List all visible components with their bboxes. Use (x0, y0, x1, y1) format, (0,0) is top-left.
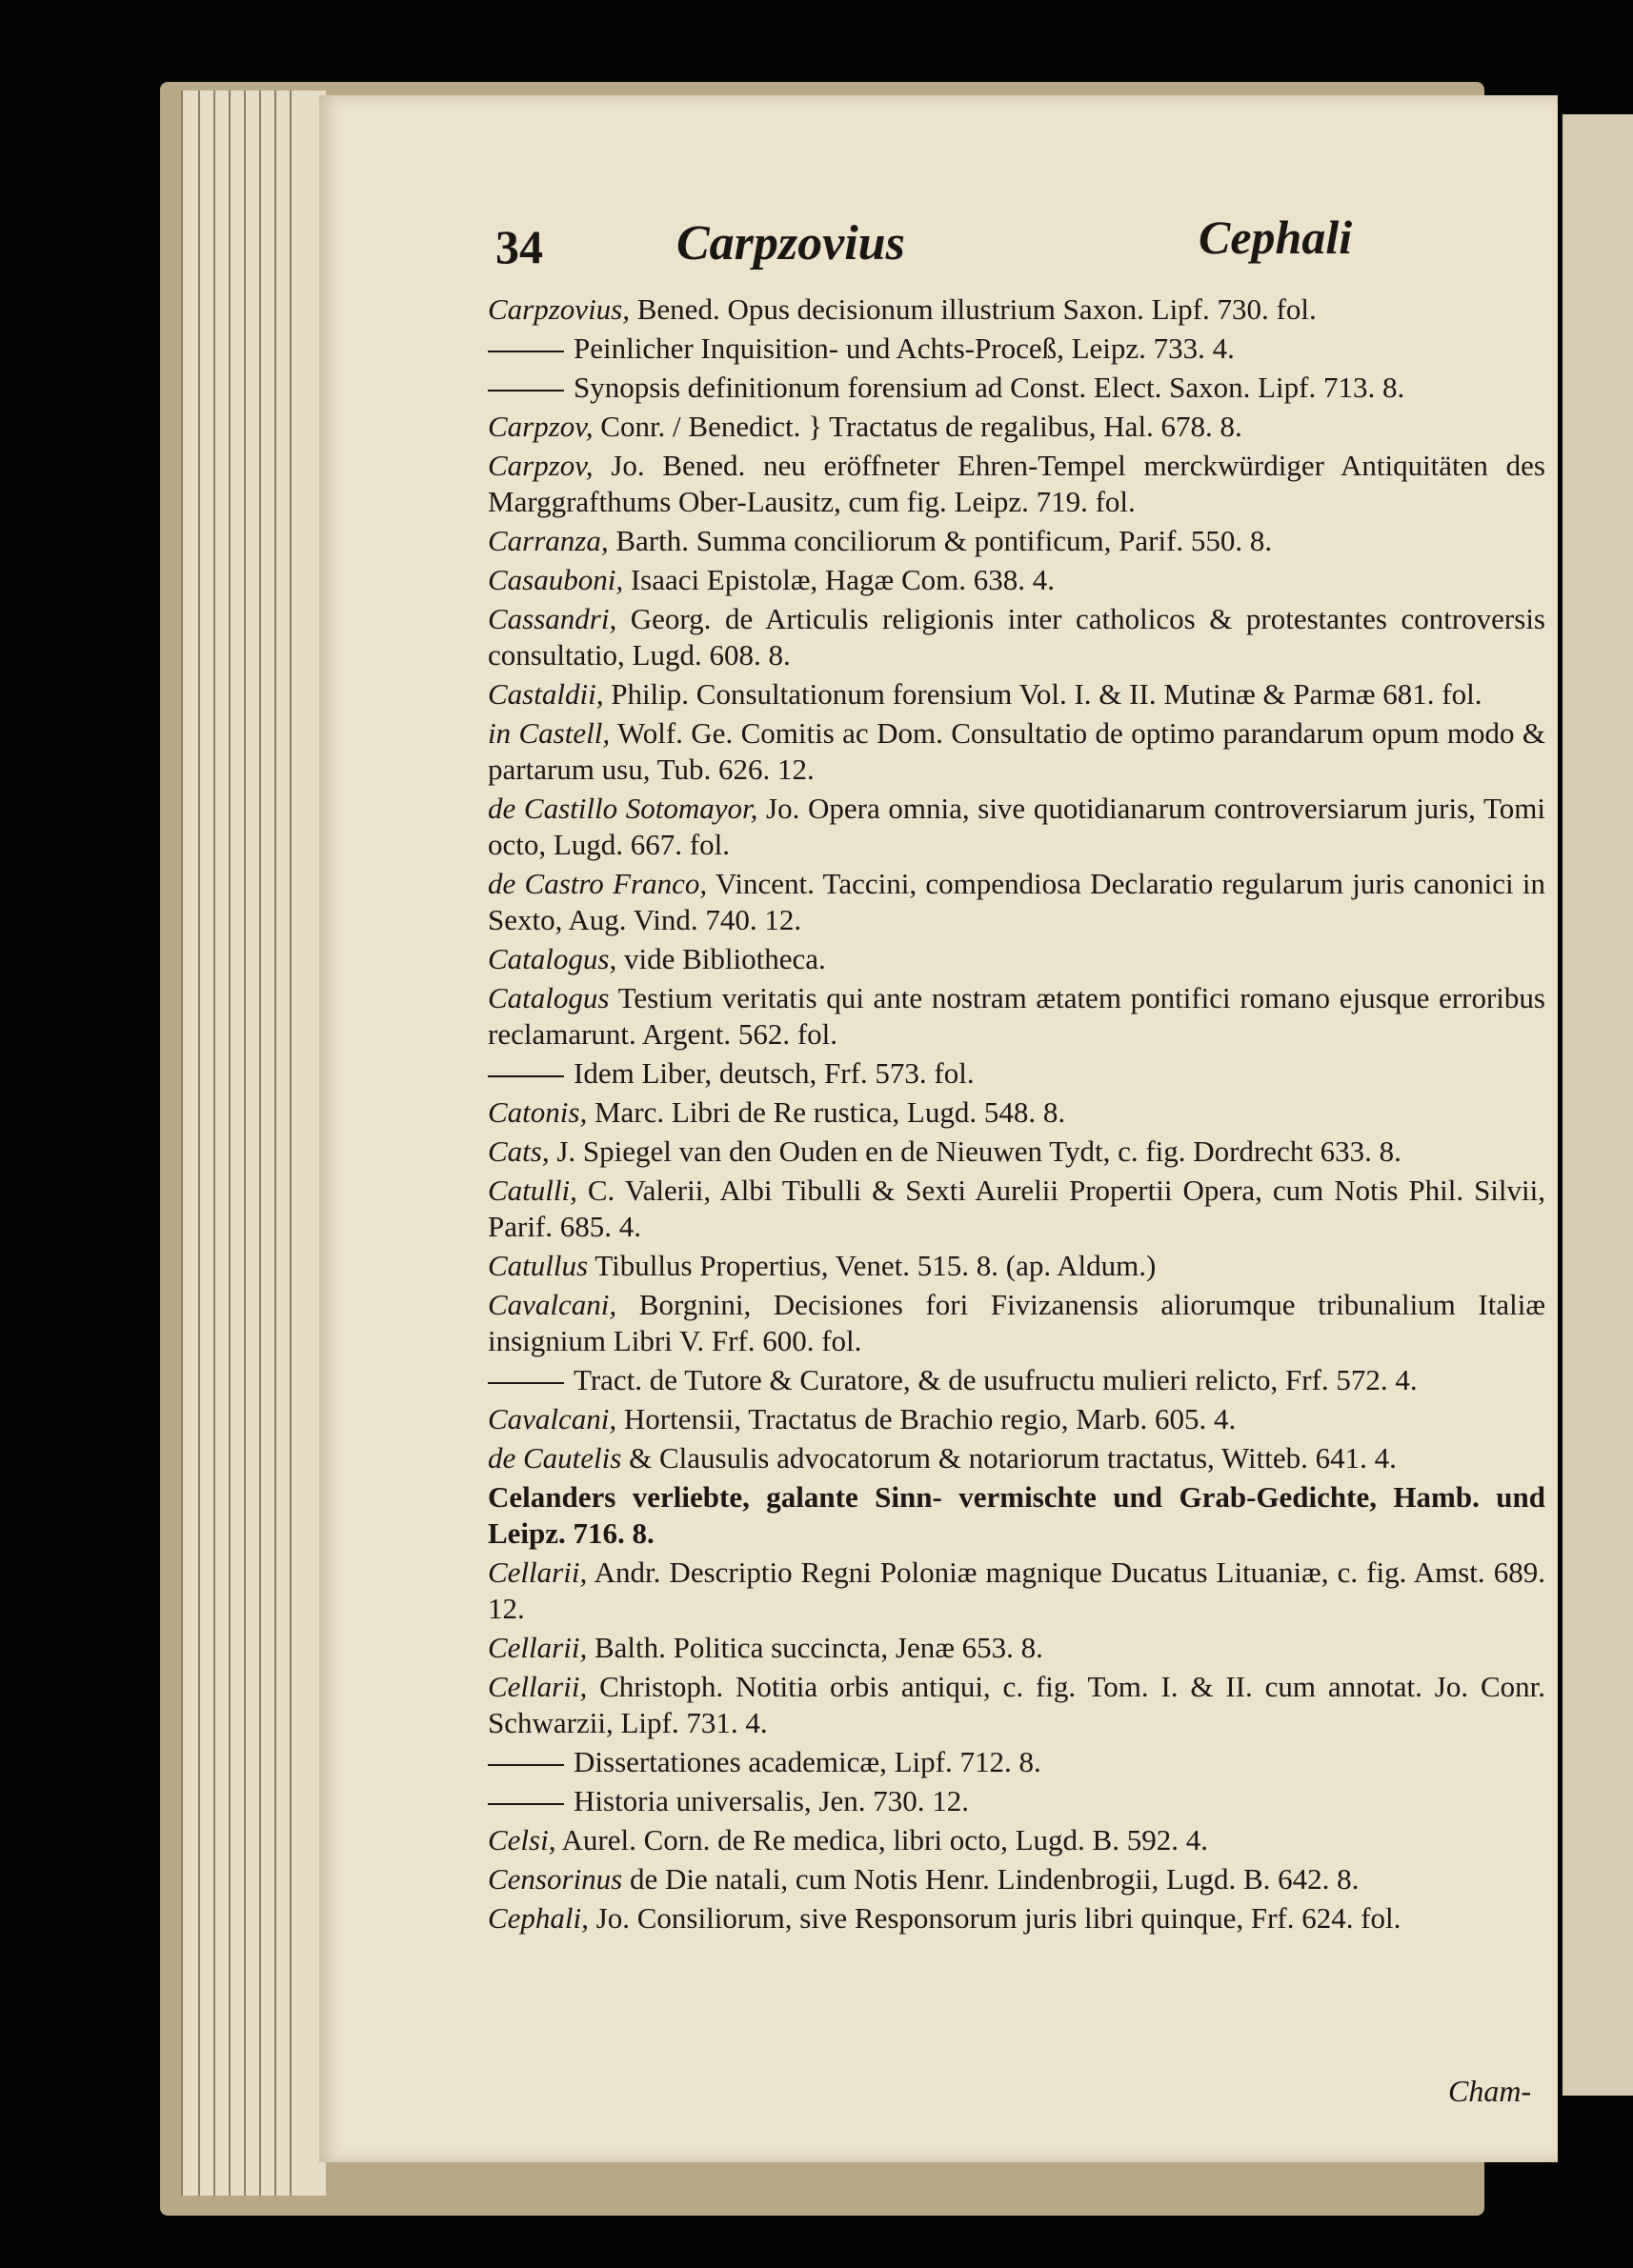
entry-head: Casauboni, (488, 563, 624, 596)
catalog-entry (488, 980, 1545, 1053)
catalog-entry (488, 1173, 1545, 1245)
entry-text: Christoph. Notitia orbis antiqui, c. fig. Tom. I. & II. cum annotat. Jo. Conr. Schwarzii, Lipf. 731. 4. (488, 1670, 1545, 1739)
entry-text: Balth. Politica succincta, Jenæ 653. 8. (594, 1631, 1043, 1664)
entry-text: Hortensii, Tractatus de Brachio regio, Marb. 605. 4. (623, 1402, 1237, 1435)
entry-text: Celanders verliebte, galante Sinn- vermischte und Grab-Gedichte, Hamb. und Leipz. 716. 8. (488, 1480, 1545, 1550)
entry-head: Cellarii, (488, 1555, 588, 1589)
entry-head: Cephali, (488, 1901, 589, 1935)
ditto-dash (488, 351, 564, 352)
entry-text: Bened. Opus decisionum illustrium Saxon. Lipf. 730. fol. (636, 292, 1317, 326)
entry-text: Philip. Consultationum forensium Vol. I. & II. Mutinæ & Parmæ 681. fol. (611, 677, 1482, 711)
catalog-entry (488, 941, 1545, 977)
entry-text: vide Bibliotheca. (623, 942, 826, 975)
entry-text: C. Valerii, Albi Tibulli & Sexti Aurelii Propertii Opera, cum Notis Phil. Silvii, Parif. 685. 4. (488, 1174, 1546, 1243)
entry-head: Cellarii, (488, 1670, 588, 1703)
entry-text: Wolf. Ge. Comitis ac Dom. Consultatio de optimo parandarum opum modo & partarum usu, Tub. 626. 12. (488, 716, 1545, 786)
entry-head: Cellarii, (488, 1631, 588, 1664)
entry-text: Testium veritatis qui ante nostram ætatem pontifici romano ejusque erroribus reclamarunt. Argent. 562. fol. (488, 981, 1545, 1051)
entry-text: Jo. Bened. neu eröffneter Ehren-Tempel merckwürdiger Antiquitäten des Marggrafthums Ober-Lausitz, cum fig. Leipz. 719. fol. (488, 449, 1546, 518)
entry-head: Cavalcani, (488, 1402, 617, 1435)
catalog-entry (488, 1744, 1545, 1780)
entry-head: Catalogus (488, 981, 610, 1014)
ditto-dash (488, 1075, 564, 1077)
entry-head: de Castillo Sotomayor, (488, 792, 758, 825)
catalog-entry (488, 1822, 1545, 1858)
catchword: Cham- (1448, 2074, 1532, 2108)
catalog-entry (488, 1362, 1545, 1398)
catalog-entry (488, 601, 1545, 673)
entry-text: Andr. Descriptio Regni Poloniæ magnique Ducatus Lituaniæ, c. fig. Amst. 689. 12. (488, 1555, 1545, 1625)
entry-text: Synopsis definitionum forensium ad Const. Elect. Saxon. Lipf. 713. 8. (574, 371, 1405, 404)
entry-head: Carranza, (488, 524, 609, 557)
entry-text: & Clausulis advocatorum & notariorum tractatus, Witteb. 641. 4. (629, 1441, 1397, 1475)
entry-text: Vincent. Taccini, compendiosa Declaratio regularum juris canonici in Sexto, Aug. Vind. 740. 12. (488, 867, 1545, 936)
catalog-entry (488, 562, 1545, 598)
entry-text: Jo. Consiliorum, sive Responsorum juris libri quinque, Frf. 624. fol. (595, 1901, 1401, 1935)
catalog-entry (488, 1861, 1545, 1897)
running-head-right: Cephali (1199, 211, 1353, 264)
entry-head: Cavalcani, (488, 1288, 617, 1321)
entry-head: Cassandri, (488, 602, 617, 635)
catalog-entry (488, 1900, 1545, 1937)
entry-text: Isaaci Epistolæ, Hagæ Com. 638. 4. (630, 563, 1056, 596)
entry-head: de Castro Franco, (488, 867, 708, 900)
running-head-left: Carpzovius (676, 216, 905, 271)
catalog-entry (488, 1134, 1545, 1170)
entry-text: Aurel. Corn. de Re medica, libri octo, Lugd. B. 592. 4. (561, 1823, 1208, 1857)
catalog-entry (488, 331, 1545, 367)
catalog-entry (488, 791, 1545, 863)
catalog-entry (488, 866, 1545, 938)
ditto-dash (488, 390, 564, 391)
entry-text: Georg. de Articulis religionis inter catholicos & protestantes controversis consultatio, Lugd. 608. 8. (488, 602, 1545, 672)
catalog-entry (488, 1440, 1545, 1476)
page-number: 34 (495, 220, 543, 273)
entry-head: in Castell, (488, 716, 611, 750)
entry-head: Carpzov, (488, 449, 594, 482)
catalog-entry (488, 1783, 1545, 1819)
entry-text: de Die natali, cum Notis Henr. Lindenbrogii, Lugd. B. 642. 8. (630, 1862, 1360, 1896)
ditto-dash (488, 1764, 564, 1766)
entry-head: Cats, (488, 1134, 550, 1168)
entry-text: Marc. Libri de Re rustica, Lugd. 548. 8. (594, 1095, 1066, 1129)
entry-head: de Cautelis (488, 1441, 622, 1475)
catalog-entry (488, 291, 1545, 328)
facing-page-edge (1562, 114, 1633, 2096)
entry-text: Tibullus Propertius, Venet. 515. 8. (ap. Aldum.) (595, 1249, 1157, 1282)
catalog-entry (488, 1055, 1545, 1092)
catalog-entry (488, 1287, 1545, 1359)
catalog-entry (488, 715, 1545, 788)
entry-head: Castaldii, (488, 677, 604, 711)
page-edges (181, 90, 324, 2196)
ditto-dash (488, 1382, 564, 1384)
entry-text: Historia universalis, Jen. 730. 12. (574, 1784, 970, 1817)
entry-text: Idem Liber, deutsch, Frf. 573. fol. (574, 1056, 975, 1090)
catalog-entry (488, 1669, 1545, 1741)
entry-text: Barth. Summa conciliorum & pontificum, Parif. 550. 8. (615, 524, 1273, 557)
catalog-entry (488, 409, 1545, 445)
catalog-entry (488, 1094, 1545, 1131)
entry-head: Censorinus (488, 1862, 623, 1896)
entry-text: Dissertationes academicæ, Lipf. 712. 8. (574, 1745, 1041, 1778)
catalog-entry (488, 1401, 1545, 1437)
entry-text: Conr. / Benedict. } Tractatus de regalibus, Hal. 678. 8. (600, 410, 1242, 443)
catalog-entry (488, 1555, 1545, 1627)
catalog-entry (488, 1630, 1545, 1666)
catalog-entry (488, 1248, 1545, 1284)
entry-head: Carpzovius, (488, 292, 630, 326)
ditto-dash (488, 1803, 564, 1805)
catalog-entry (488, 448, 1545, 520)
entry-head: Catullus (488, 1249, 589, 1282)
entry-text: Tract. de Tutore & Curatore, & de usufructu mulieri relicto, Frf. 572. 4. (574, 1363, 1418, 1396)
catalog-entry (488, 1479, 1545, 1552)
catalog-entries (488, 291, 1545, 1939)
entry-head: Carpzov, (488, 410, 594, 443)
entry-text: Borgnini, Decisiones fori Fivizanensis aliorumque tribunalium Italiæ insignium Libri V. Frf. 600. fol. (488, 1288, 1545, 1357)
entry-text: Peinlicher Inquisition- und Achts-Proceß, Leipz. 733. 4. (574, 331, 1235, 365)
entry-text: J. Spiegel van den Ouden en de Nieuwen Tydt, c. fig. Dordrecht 633. 8. (556, 1134, 1401, 1168)
entry-head: Catulli, (488, 1174, 577, 1207)
entry-head: Celsi, (488, 1823, 556, 1857)
catalog-entry (488, 676, 1545, 713)
entry-head: Catalogus, (488, 942, 617, 975)
entry-text: Jo. Opera omnia, sive quotidianarum controversiarum juris, Tomi octo, Lugd. 667. fol. (488, 792, 1546, 861)
catalog-entry (488, 523, 1545, 559)
catalog-entry (488, 370, 1545, 406)
entry-head: Catonis, (488, 1095, 588, 1129)
